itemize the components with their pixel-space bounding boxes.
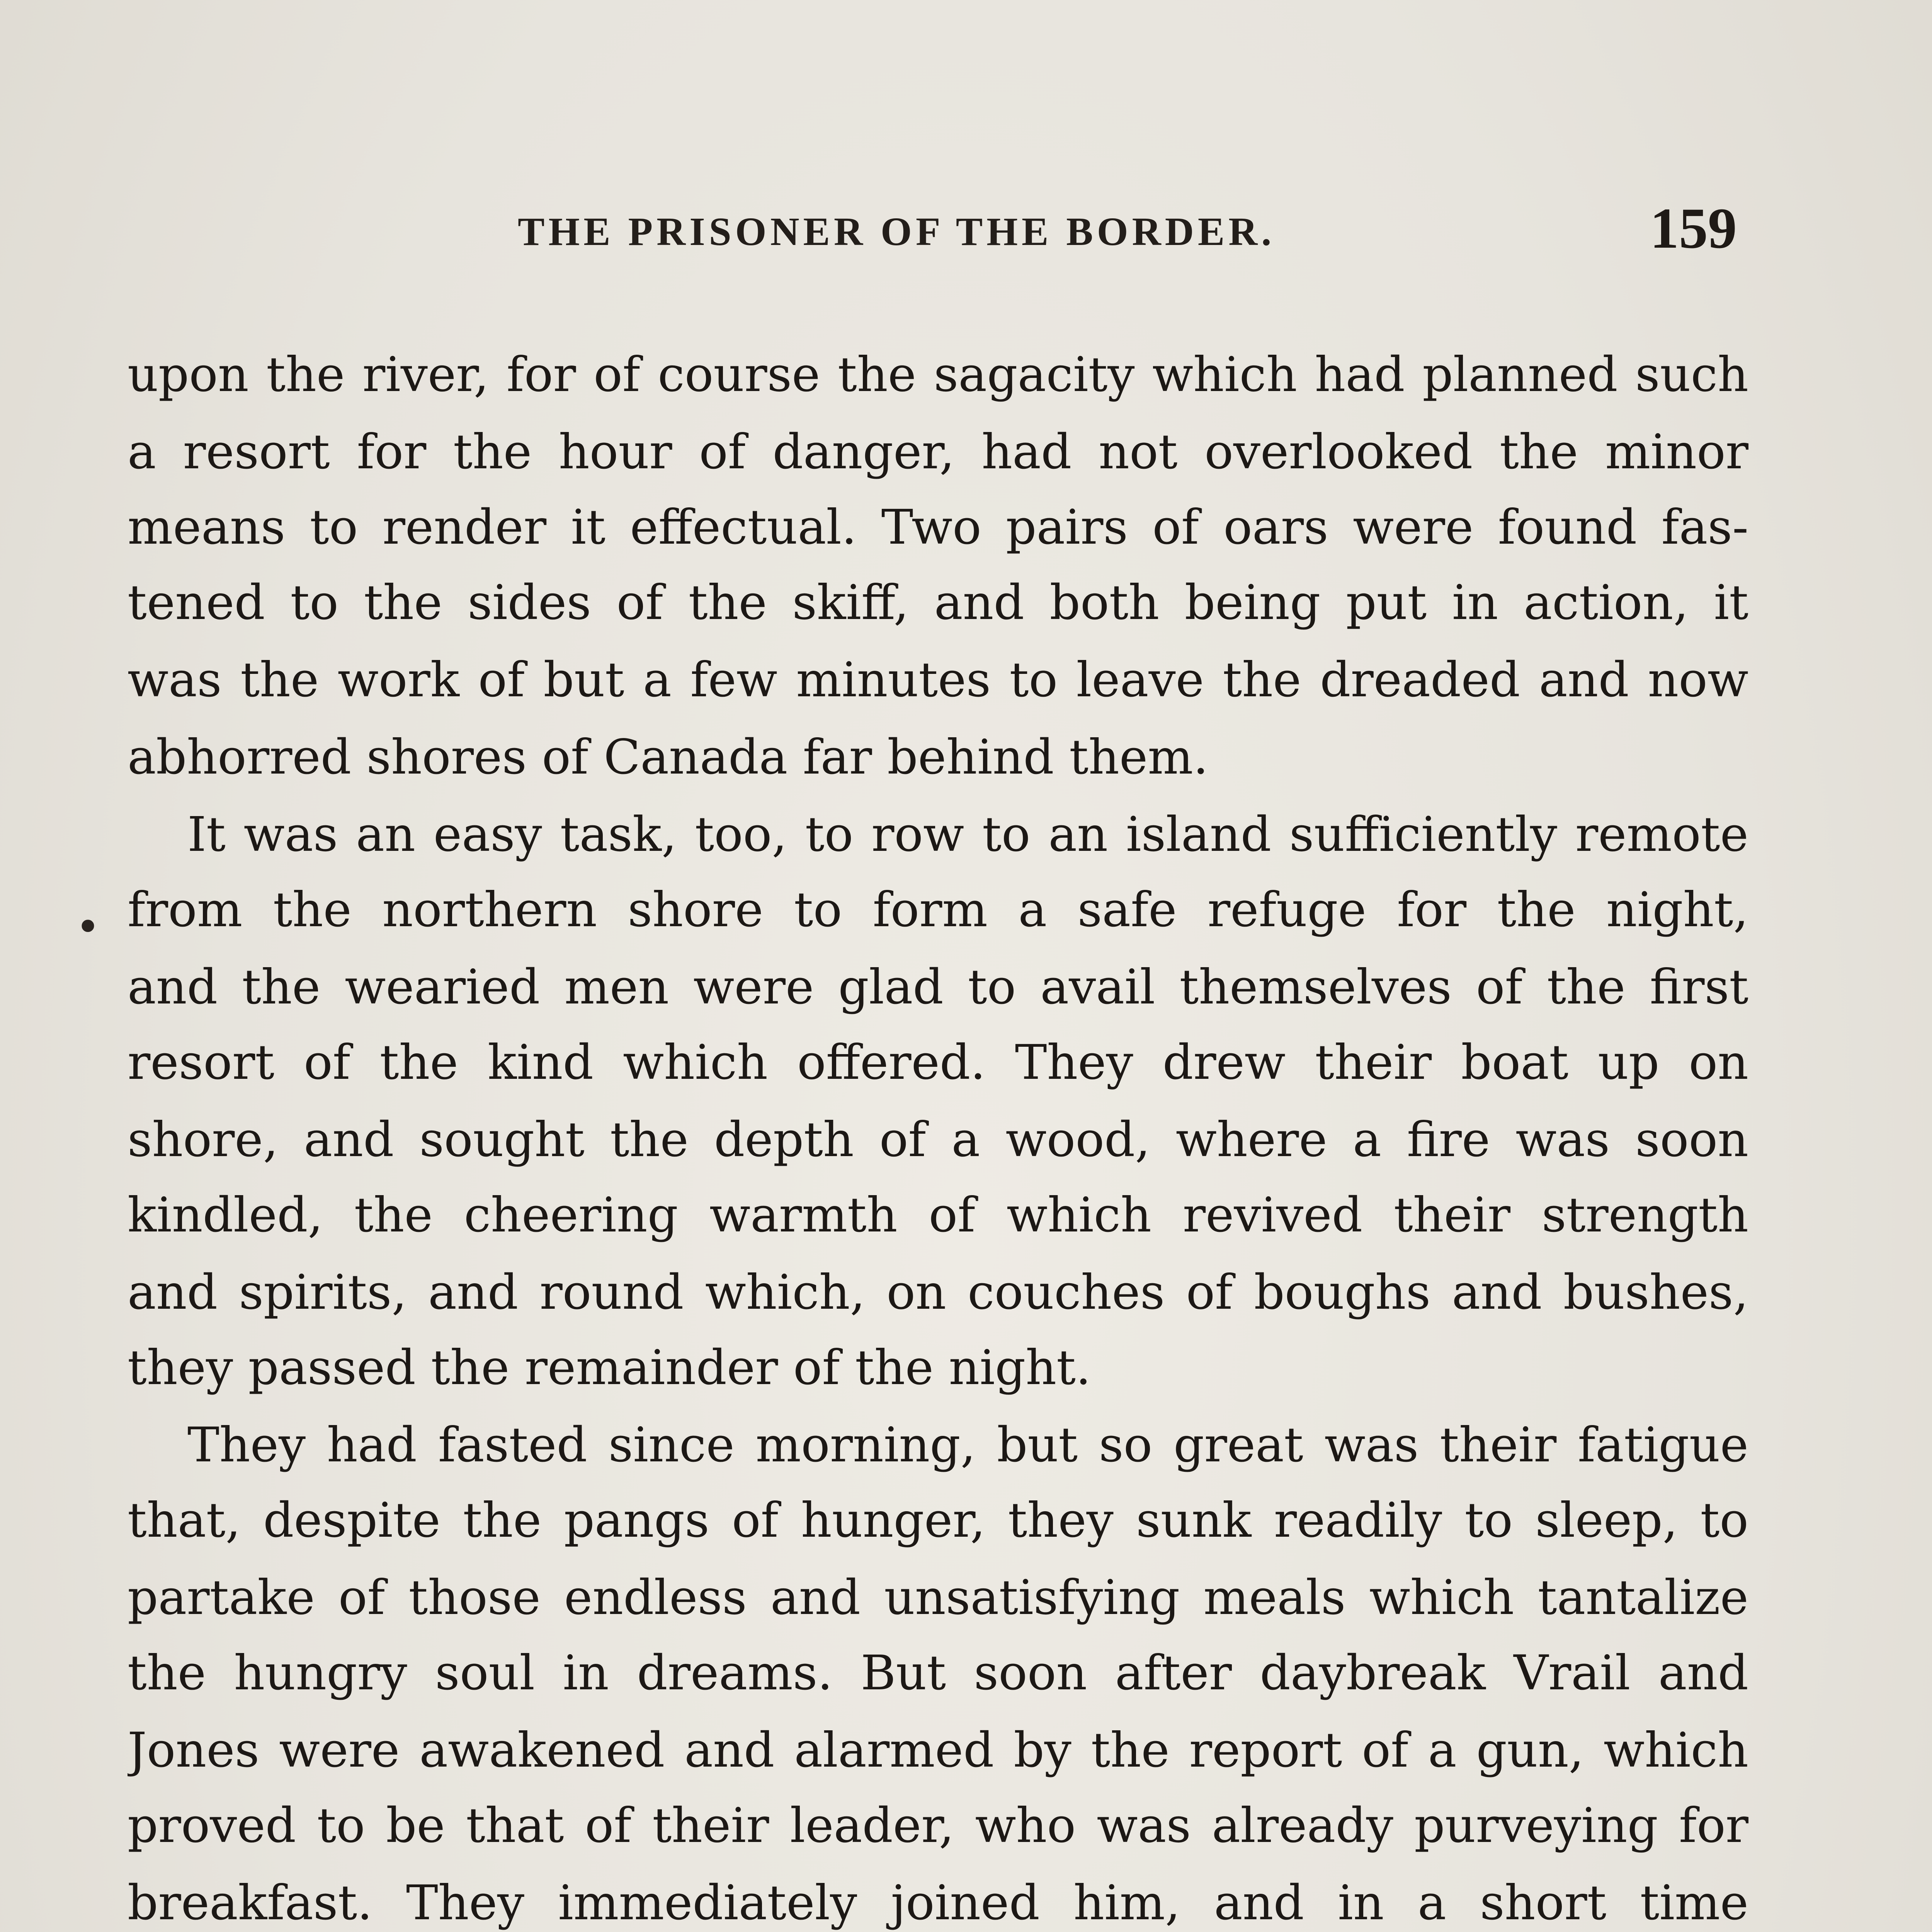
text-line: abhorred shores of Canada far behind them.: [128, 730, 1209, 785]
page-number: 159: [1650, 196, 1737, 260]
text-line: and spirits, and round which, on couches of boughs and bushes,: [128, 1265, 1748, 1320]
text-line: It was an easy task, too, to row to an island sufficiently remote: [187, 807, 1748, 862]
text-line: resort of the kind which offered. They drew their boat up on: [128, 1035, 1748, 1090]
text-line: partake of those endless and unsatisfying meals which tantalize: [128, 1570, 1748, 1626]
margin-mark: •: [75, 902, 100, 952]
running-title: THE PRISONER OF THE BORDER.: [518, 209, 1276, 254]
text-line: means to render it effectual. Two pairs of oars were found fas-: [128, 500, 1748, 555]
text-line: kindled, the cheering warmth of which revived their strength: [128, 1187, 1748, 1243]
text-line: and the wearied men were glad to avail themselves of the first: [128, 959, 1748, 1015]
text-line: upon the river, for of course the sagacity which had planned such: [128, 347, 1748, 403]
text-line: Jones were awakened and alarmed by the report of a gun, which: [128, 1723, 1748, 1778]
text-line: the hungry soul in dreams. But soon after daybreak Vrail and: [128, 1645, 1748, 1701]
text-line: that, despite the pangs of hunger, they sunk readily to sleep, to: [128, 1493, 1748, 1548]
text-line: shore, and sought the depth of a wood, where a fire was soon: [128, 1112, 1748, 1168]
text-line: a resort for the hour of danger, had not overlooked the minor: [128, 424, 1748, 480]
text-line: breakfast. They immediately joined him, and in a short time: [128, 1875, 1748, 1931]
text-line: proved to be that of their leader, who was already purveying for: [128, 1798, 1748, 1854]
text-line: tened to the sides of the skiff, and both being put in action, it: [128, 575, 1748, 631]
text-line: They had fasted since morning, but so great was their fatigue: [187, 1417, 1748, 1473]
text-line: they passed the remainder of the night.: [128, 1340, 1091, 1396]
text-line: was the work of but a few minutes to leave the dreaded and now: [128, 652, 1748, 708]
text-line: from the northern shore to form a safe refuge for the night,: [128, 882, 1748, 938]
